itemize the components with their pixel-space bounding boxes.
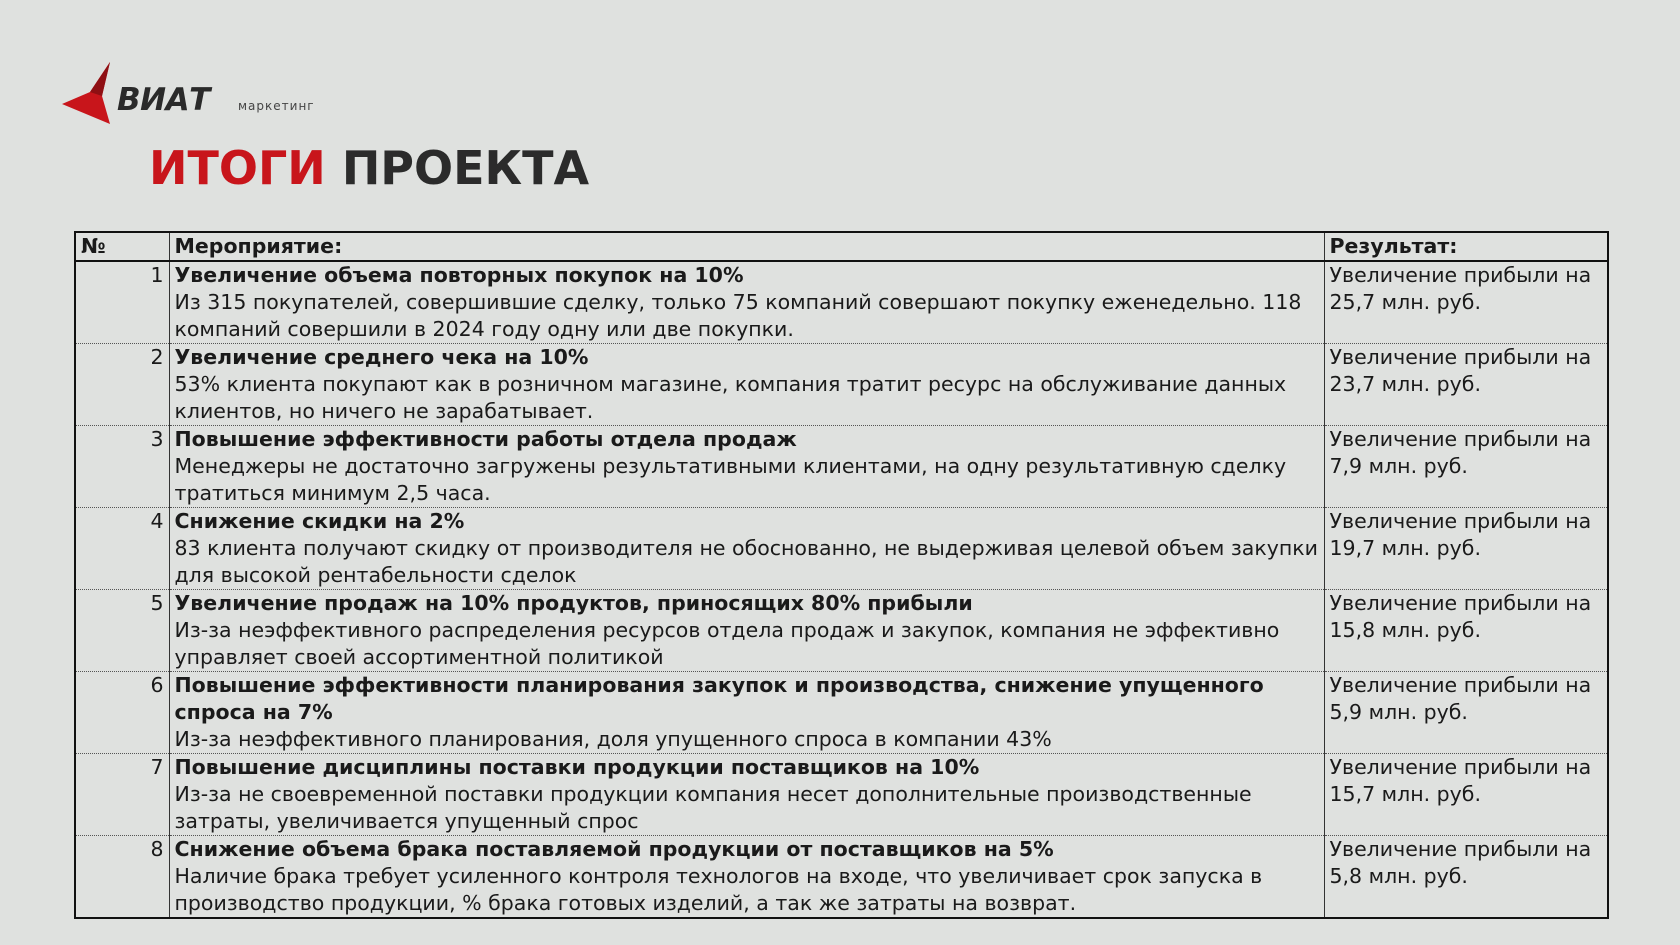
row-number: 6 <box>75 672 169 754</box>
row-result: Увеличение прибыли на 23,7 млн. руб. <box>1324 344 1608 426</box>
table-row <box>75 590 1608 672</box>
table-header-row <box>75 232 1608 261</box>
page-title <box>149 141 590 195</box>
table-row <box>75 344 1608 426</box>
activity-title: Повышение дисциплины поставки продукции поставщиков на 10% <box>174 755 980 779</box>
results-table <box>74 231 1609 919</box>
activity-title: Увеличение среднего чека на 10% <box>174 345 589 369</box>
activity-description: Наличие брака требует усиленного контроля технологов на входе, что увеличивает срок запуска в производство продукции, % брака готовых изделий, а так же затраты на возврат. <box>174 864 1263 915</box>
activity-title: Повышение эффективности работы отдела продаж <box>174 427 797 451</box>
row-activity <box>169 672 1324 754</box>
row-result: Увеличение прибыли на 5,8 млн. руб. <box>1324 836 1608 919</box>
header-num: № <box>75 232 169 261</box>
activity-title: Снижение скидки на 2% <box>174 509 465 533</box>
table-row <box>75 508 1608 590</box>
header-activity: Мероприятие: <box>169 232 1324 261</box>
row-activity <box>169 590 1324 672</box>
activity-title: Снижение объема брака поставляемой продукции от поставщиков на 5% <box>174 837 1054 861</box>
logo-arrow-icon <box>62 62 118 128</box>
row-number: 5 <box>75 590 169 672</box>
activity-description: Из-за неэффективного планирования, доля упущенного спроса в компании 43% <box>174 727 1052 751</box>
table-row <box>75 836 1608 919</box>
logo-name: ВИАТ <box>117 82 210 118</box>
table-row <box>75 261 1608 344</box>
row-result: Увеличение прибыли на 25,7 млн. руб. <box>1324 261 1608 344</box>
table-row <box>75 672 1608 754</box>
table-row <box>75 426 1608 508</box>
row-result: Увеличение прибыли на 5,9 млн. руб. <box>1324 672 1608 754</box>
activity-description: Менеджеры не достаточно загружены результативными клиентами, на одну результативную сделку тратиться минимум 2,5 часа. <box>174 454 1287 505</box>
row-activity <box>169 261 1324 344</box>
row-number: 8 <box>75 836 169 919</box>
row-number: 4 <box>75 508 169 590</box>
row-result: Увеличение прибыли на 19,7 млн. руб. <box>1324 508 1608 590</box>
activity-title: Увеличение продаж на 10% продуктов, приносящих 80% прибыли <box>174 591 973 615</box>
row-number: 7 <box>75 754 169 836</box>
activity-description: Из-за неэффективного распределения ресурсов отдела продаж и закупок, компания не эффективно управляет своей ассортиментной политикой <box>174 618 1280 669</box>
row-number: 1 <box>75 261 169 344</box>
row-activity <box>169 754 1324 836</box>
table-row <box>75 754 1608 836</box>
logo-subtitle: маркетинг <box>238 99 315 113</box>
row-activity <box>169 836 1324 919</box>
row-result: Увеличение прибыли на 15,7 млн. руб. <box>1324 754 1608 836</box>
row-activity <box>169 426 1324 508</box>
company-logo <box>62 62 362 128</box>
activity-title: Повышение эффективности планирования закупок и производства, снижение упущенного спроса на 7% <box>174 673 1264 724</box>
row-number: 2 <box>75 344 169 426</box>
activity-description: 83 клиента получают скидку от производителя не обоснованно, не выдерживая целевой объем закупки для высокой рентабельности сделок <box>174 536 1318 587</box>
row-activity <box>169 344 1324 426</box>
row-result: Увеличение прибыли на 15,8 млн. руб. <box>1324 590 1608 672</box>
page-title-rest: ПРОЕКТА <box>341 141 590 195</box>
activity-description: 53% клиента покупают как в розничном магазине, компания тратит ресурс на обслуживание данных клиентов, но ничего не зарабатывает. <box>174 372 1287 423</box>
activity-title: Увеличение объема повторных покупок на 10% <box>174 263 744 287</box>
header-result: Результат: <box>1324 232 1608 261</box>
page-title-accent: ИТОГИ <box>149 141 326 195</box>
activity-description: Из-за не своевременной поставки продукции компания несет дополнительные производственные затраты, увеличивается упущенный спрос <box>174 782 1252 833</box>
row-activity <box>169 508 1324 590</box>
row-number: 3 <box>75 426 169 508</box>
row-result: Увеличение прибыли на 7,9 млн. руб. <box>1324 426 1608 508</box>
activity-description: Из 315 покупателей, совершившие сделку, только 75 компаний совершают покупку еженедельно. 118 компаний совершили в 2024 году одну или две покупки. <box>174 290 1302 341</box>
